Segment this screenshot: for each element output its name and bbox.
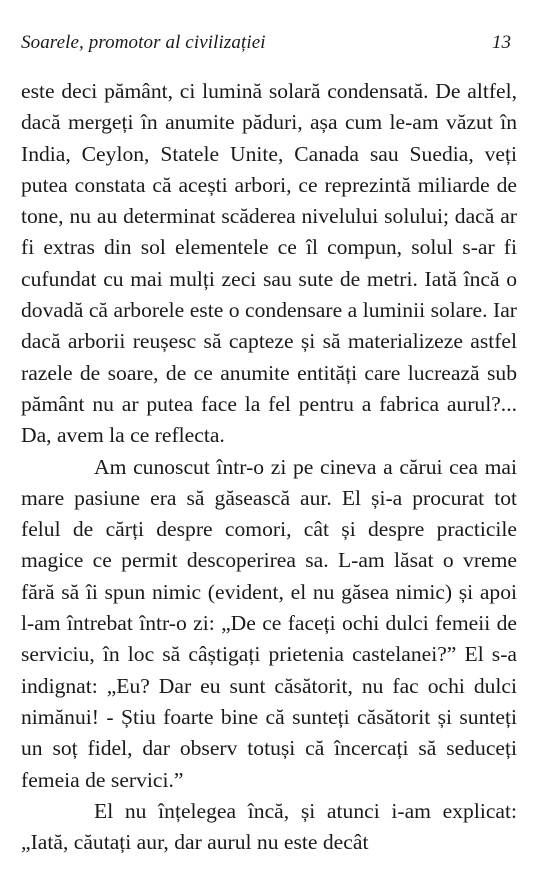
running-header: [21, 28, 517, 58]
paragraph-3: El nu înțelegea încă, și atunci i-am explicat: „Iată, căutați aur, dar aurul nu este decât: [21, 798, 517, 855]
page-body: [21, 76, 517, 858]
running-header-title: Soarele, promotor al civilizației: [21, 32, 266, 53]
page-number: 13: [492, 32, 511, 53]
paragraph-2: Am cunoscut într-o zi pe cineva a cărui cea mai mare pasiune era să găsească aur. El și-a procurat tot felul de cărți despre comori, cât și despre practicile magice ce permit descoperirea sa. L-am lăsat o vreme fără să îi spun nimic (evident, el nu găsea nimic) și apoi l-am întrebat într-o zi: „De ce faceți ochi dulci femeii de serviciu, în loc să câștigați prietenia castelanei?” El s-a indignat: „Eu? Dar eu sunt căsătorit, nu fac ochi dulci nimănui! - Știu foarte bine că sunteți căsătorit și sunteți un soț fidel, dar observ totuși că încercați să seduceți femeia de servici.”: [21, 454, 517, 792]
paragraph-1: este deci pământ, ci lumină solară condensată. De altfel, dacă mergeți în anumite păduri, așa cum le-am văzut în India, Ceylon, Statele Unite, Canada sau Suedia, veți putea constata că acești arbori, ce reprezintă miliarde de tone, nu au determinat scăderea nivelului solului; dacă ar fi extras din sol elementele ce îl compun, solul s-ar fi cufundat cu mai mulți zeci sau sute de metri. Iată încă o dovadă că arborele este o condensare a luminii solare. Iar dacă arborii reușesc să capteze și să materializeze astfel razele de soare, de ce anumite entități care lucrează sub pământ nu ar putea face la fel pentru a fabrica aurul?... Da, avem la ce reflecta.: [21, 79, 517, 448]
